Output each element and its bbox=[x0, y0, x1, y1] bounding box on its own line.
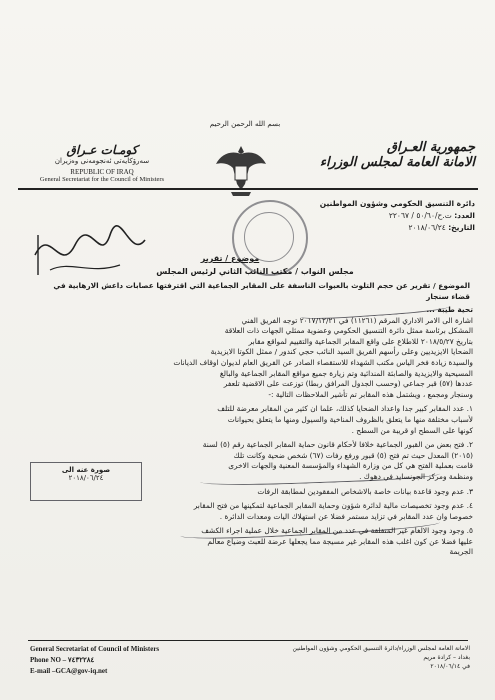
reference-number bbox=[300, 210, 475, 222]
body-line: ٢. فتح بعض من القبور الجماعية خلافا لأحكام قانون حماية المقابر الجماعية رقم (٥) لسنة bbox=[202, 440, 473, 450]
body-line: الضحايا الايزيديين وعلى رأسهم الفريق السيد النائب حجي كندور / ممثل الكوتا الايزيدية bbox=[210, 347, 473, 357]
date-label: التاريخ: bbox=[448, 223, 475, 232]
footer-org-ar: الامانة العامة لمجلس الوزراء/دائرة التنسيق الحكومي وشؤون المواطنين bbox=[292, 645, 470, 652]
body-line: عليها فضلا عن كون اغلب هذه المقابر غير مسيجة مما يجعلها عرضة للعبث وضياع معالم bbox=[207, 536, 473, 546]
body-line: كونها على السطح او قريبة من السطح . bbox=[351, 425, 473, 435]
footer-address-ar: بغداد – كرادة مريم bbox=[423, 654, 470, 661]
body-line: الجريمة bbox=[449, 547, 473, 557]
body-line: وسنجار ومجمع ، ويشتمل هذه المقابر تم تأشير الملاحظات التالية :- bbox=[268, 389, 473, 399]
left-en-1: REPUBLIC OF IRAQ bbox=[70, 168, 134, 176]
body-line: ١. عدد المقابر كبير جدا واعداد الضحايا كذلك، علما ان كثير من المقابر معرضة للتلف bbox=[217, 404, 473, 414]
body-line: تحية طيبة ... bbox=[426, 305, 473, 314]
body-line: خصوصا وان عدد المقابر في تزايد مستمر فضلا عن استهلاك اليات ومعدات الدائرة . bbox=[219, 511, 473, 521]
body-line: ٥. وجود وجود الالغام غير المنفلقة في عدد من المقابر الجماعية خلال عملية اجراء الكشف bbox=[201, 526, 473, 536]
copy-stamp-date: ٢٠١٨/٠٦/٢٤ bbox=[68, 474, 104, 482]
left-letterhead bbox=[22, 143, 182, 183]
body-line: ٤. عدم وجود تخصيصات مالية لدائرة شؤون وحماية المقابر الجماعية لتمكينها من فتح المقابر bbox=[193, 501, 473, 511]
subject-line: الموضوع / تقرير عن حجم التلوث بالعبوات الناسفة على المقابر الجماعية التي اقترفتها عصابات داعش الارهابية في قضاء سنجار bbox=[53, 281, 470, 301]
footer-phone-value: ٧٤٣٢٢٨٤ bbox=[67, 656, 95, 664]
footer-phone bbox=[30, 655, 230, 666]
subject-heading: موضوع / تقرير bbox=[200, 254, 260, 263]
body-line: ومنظمة ومركز الجونسايد في دهوك . bbox=[359, 471, 473, 481]
signature-icon bbox=[30, 215, 150, 285]
number-value: ت.ح/٥٠/٦٠ / ٢٢٠٦٧ bbox=[388, 211, 452, 220]
iraq-eagle-emblem bbox=[213, 140, 269, 200]
footer-divider bbox=[28, 640, 468, 641]
basmala: بسم الله الرحمن الرحيم bbox=[209, 120, 281, 128]
reference-date bbox=[300, 222, 475, 234]
footer-phone-label: Phone NO – bbox=[30, 656, 67, 664]
body-line: المسيحية والايزيدية والصابئة المندائية وتم زيارة جميع مواقع المقابر الجماعية والبالغ bbox=[219, 368, 473, 378]
addressee: مجلس النواب / مكتب النائب الثاني لرئيس المجلس bbox=[156, 267, 354, 276]
left-top-ar: كومـات عـراق bbox=[66, 143, 138, 157]
left-sub-ar: سه‌رۆكایه‌تی ئه‌نجومه‌نی وه‌زیران bbox=[54, 157, 150, 165]
copy-stamp-text: صورة عنه الى bbox=[61, 466, 111, 474]
copy-stamp bbox=[30, 462, 142, 501]
date-value: ٢٠١٨/٠٦/٢٤ bbox=[408, 223, 446, 232]
footer-org-en: General Secretariat of Council of Ministers bbox=[30, 645, 160, 653]
eagle-icon bbox=[213, 140, 269, 200]
header-divider bbox=[18, 188, 478, 190]
handwritten-signature bbox=[30, 215, 150, 285]
body-line: المشكل برئاسة ممثل دائرة التنسيق الحكومي وعضوية ممثلي الجهات ذات العلاقة bbox=[224, 326, 473, 336]
number-label: العدد: bbox=[454, 211, 475, 220]
footer-right bbox=[250, 644, 470, 671]
footer-email: E-mail –GCA@gov-iq.net bbox=[30, 667, 108, 675]
body-line: ٣. عدم وجود قاعدة بيانات خاصة بالاشخاص المفقودين لمطابقة الرفات bbox=[257, 486, 473, 496]
footer-left bbox=[30, 644, 230, 677]
body-line: (٢٠١٥) المعدل حيث تم فتح (٥) قبور ورفع رفات (٦٧) شخص ضحية وكانت تلك bbox=[233, 450, 473, 460]
right-title-2: الامانة العامة لمجلس الوزراء bbox=[319, 155, 475, 170]
footer-date-ar: في ٢٠١٨/٠٦/١٤ bbox=[430, 663, 470, 670]
body-line: قامت بعملية الفتح هي كل من وزارة الشهداء والمؤسسة المعنية والجهات الاخرى bbox=[228, 461, 473, 471]
department-name: دائرة التنسيق الحكومي وشؤون المواطنين bbox=[319, 199, 475, 208]
body-line: والسيدة زيادة فخر الياس مكتب الشهداء للاستقصاء الصادر عن الفريق العام لديوان اوقاف الديانات bbox=[173, 357, 473, 367]
body-line: عددها (٥٧) قبر جماعي (وحسب الجدول المرافق ربطا) توزعت على الاقضية تلعفر bbox=[223, 379, 473, 389]
right-letterhead bbox=[300, 140, 475, 170]
body-line: اشارة الى الامر الاداري المرقم (١١٢٦١) في ٢٠١٧/١٢/٢١ توجه الفريق الفني bbox=[241, 315, 473, 325]
body-line: بتاريخ ٢٠١٨/٥/٢٧ للاطلاع على واقع المقابر الجماعية والتقييم لمواقع مقابر bbox=[248, 336, 473, 346]
body-line: لأسباب مختلفة منها ما يتعلق بالظروف المناخية والسيول ومنها ما يتعلق بحيوانات bbox=[227, 414, 473, 424]
left-en-2: General Secretariat for the Council of Ministers bbox=[39, 176, 165, 183]
meta-block bbox=[300, 198, 475, 234]
right-title-1: جمهورية العـراق bbox=[386, 140, 475, 155]
